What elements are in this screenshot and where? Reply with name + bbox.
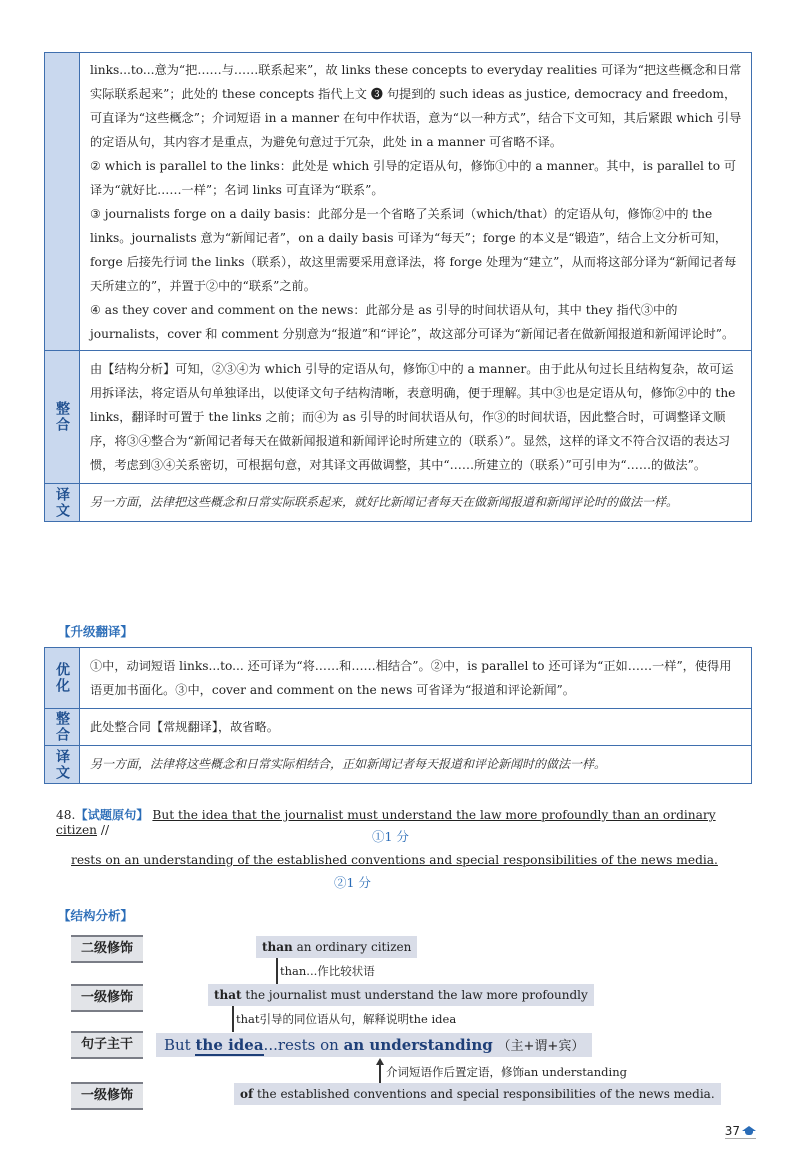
structure-section-title: 【结构分析】: [58, 908, 134, 923]
split-slash: //: [100, 823, 110, 837]
main-verb: ...rests on: [263, 1036, 344, 1054]
main-subject: the idea: [195, 1036, 264, 1054]
level-label-primary-1: 一级修饰: [71, 984, 143, 1012]
analysis-row: [45, 53, 751, 350]
note-that: that引导的同位语从句，解释说明the idea: [236, 1012, 457, 1026]
graduation-cap-icon: [742, 1126, 756, 1135]
question-part2: rests on an understanding of the established conventions and special responsibilities of the news media.: [71, 853, 718, 867]
zhenghe-label: 整合: [45, 351, 80, 483]
analysis-para-2: ② which is parallel to the links：此处是 which 引导的定语从句，修饰①中的 a manner。其中，is parallel to 可译为“就好比……一样”；名词 links 可直译为“联系”。: [90, 159, 737, 197]
main-clause-bar: [156, 1033, 592, 1057]
connector-line-2: [232, 1006, 234, 1032]
level-label-secondary: 二级修饰: [71, 935, 143, 963]
question-number: 48.: [56, 808, 76, 822]
yiwen2-row: [45, 745, 751, 783]
connector-line-3: [379, 1064, 381, 1084]
question-tag: 【试题原句】: [75, 808, 149, 822]
level-label-primary-2: 一级修饰: [71, 1082, 143, 1110]
main-object: an understanding: [343, 1036, 493, 1054]
page-number: [725, 1124, 756, 1139]
main-but: But: [164, 1036, 196, 1054]
modifier-bar-that: [208, 984, 594, 1006]
page-number-text: 37: [724, 1124, 740, 1138]
youhua-row: [45, 648, 751, 708]
youhua-text: ①中，动词短语 links...to... 还可译为“将……和……相结合”。②中，is parallel to 还可译为“正如……一样”，使得用语更加书面化。③中，cover and comment on the news 可省译为“报道和评论新闻”。: [90, 659, 732, 697]
analysis-cell: [80, 53, 751, 350]
bar-keyword-that: that: [214, 988, 242, 1002]
youhua-label: 优化: [45, 648, 80, 708]
bar-text-that: the journalist must understand the law more profoundly: [241, 988, 588, 1002]
yiwen-label: 译文: [45, 484, 80, 521]
zhenghe2-row: [45, 708, 751, 745]
level-label-main: 句子主干: [71, 1031, 143, 1059]
yiwen-text: 另一方面，法律把这些概念和日常实际联系起来，就好比新闻记者每天在做新闻报道和新闻评论时的做法一样。: [90, 495, 679, 509]
zhenghe2-label: 整合: [45, 709, 80, 745]
score-mark-2: ②1 分: [334, 875, 371, 890]
analysis-para-1: links...to...意为“把……与……联系起来”，故 links these concepts to everyday realities 可译为“把这些概念和日常实际联系起来”；此处的 these concepts 指代上文 ❸ 句提到的 such ideas as justice, democracy and freedom，可直译为“这些概念”；介词短语 in a manner 在句中作状语，意为“以一种方式”，结合下文可知，其后紧跟 which 引导的定语从句，其内容才是重点，为避免句意过于冗杂，此处 in a manner 可省略不译。: [90, 63, 742, 149]
analysis-table: [44, 52, 752, 522]
analysis-para-4: ④ as they cover and comment on the news：此部分是 as 引导的时间状语从句，其中 they 指代③中的 journalists，cover 和 comment 分别意为“报道”和“评论”，故这部分可译为“新闻记者在做新闻报道和新闻评论时”。: [90, 303, 735, 341]
bar-keyword-than: than: [262, 940, 293, 954]
zhenghe-row: [45, 350, 751, 483]
main-pattern: （主+谓+宾）: [497, 1039, 585, 1054]
yiwen2-label: 译文: [45, 746, 80, 783]
zhenghe-text: 由【结构分析】可知，②③④为 which 引导的定语从句，修饰①中的 a manner。由于此从句过长且结构复杂，故可运用拆译法，将定语从句单独译出，以使译文句子结构清晰，表意明确，便于理解。其中③也是定语从句，修饰②中的 the links，翻译时可置于 the links 之前；而④为 as 引导的时间状语从句，作③的时间状语，因此整合时，可调整译文顺序，将③④整合为“新闻记者每天在做新闻报道和新闻评论时所建立的（联系）”。显然，这样的译文不符合汉语的表达习惯，考虑到③④关系密切，可根据句意，对其译文再做调整，其中“……所建立的（联系）”可引申为“……的做法”。: [90, 362, 736, 472]
analysis-para-3: ③ journalists forge on a daily basis：此部分是一个省略了关系词（which/that）的定语从句，修饰②中的 the links。journalists 意为“新闻记者”，on a daily basis 可译为“每天”；forge 的本义是“锻造”，结合上文分析可知，forge 后接先行词 the links（联系），故这里需要采用意译法，将 forge 处理为“建立”，从而将这部分译为“新闻记者每天所建立的”，并置于②中的“联系”之前。: [90, 207, 737, 293]
upgrade-table: [44, 647, 752, 784]
bar-text-of: the established conventions and special responsibilities of the news media.: [253, 1087, 715, 1101]
modifier-bar-of: [234, 1083, 721, 1105]
score-mark-1: ①1 分: [372, 829, 409, 844]
note-than: than...作比较状语: [280, 964, 375, 978]
zhenghe2-text: 此处整合同【常规翻译】，故省略。: [90, 720, 279, 734]
note-of: 介词短语作后置定语，修饰an understanding: [386, 1065, 627, 1079]
question-part1: But the idea that the journalist must understand the law more profoundly than an ordinary citizen: [56, 808, 716, 837]
bar-keyword-of: of: [240, 1087, 254, 1101]
bar-text-than: an ordinary citizen: [292, 940, 412, 954]
modifier-bar-than: [256, 936, 417, 958]
connector-line-1: [276, 958, 278, 984]
upgrade-section-title: 【升级翻译】: [58, 624, 134, 639]
row-label-blank: [45, 53, 80, 350]
yiwen2-text: 另一方面，法律将这些概念和日常实际相结合，正如新闻记者每天报道和评论新闻时的做法一样。: [90, 757, 607, 771]
yiwen-row: [45, 483, 751, 521]
